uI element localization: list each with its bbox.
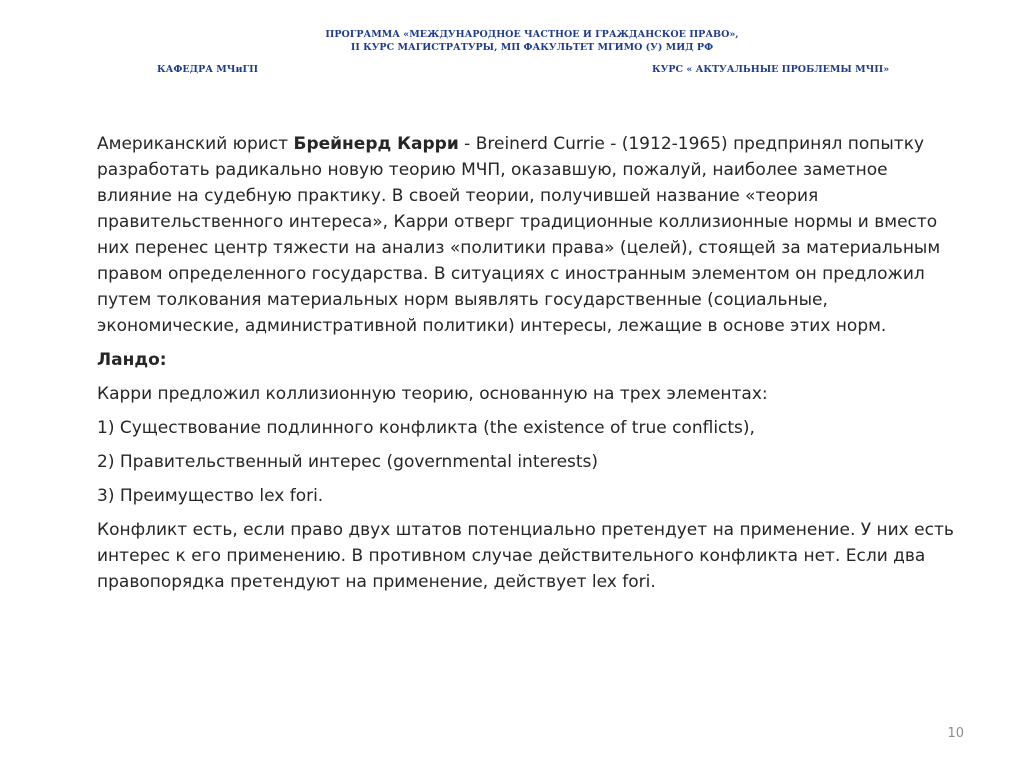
intro-text-start: Американский юрист bbox=[97, 134, 294, 154]
course-label: КУРС « АКТУАЛЬНЫЕ ПРОБЛЕМЫ МЧП» bbox=[652, 64, 890, 75]
list-item: 1) Существование подлинного конфликта (the existence of true conflicts), bbox=[97, 418, 755, 438]
program-title-line-2: II КУРС МАГИСТРАТУРЫ, МП ФАКУЛЬТЕТ МГИМО (У) МИД РФ bbox=[350, 42, 714, 53]
intro-paragraph bbox=[97, 131, 957, 339]
author-name: Брейнерд Карри bbox=[293, 134, 459, 154]
intro-text-rest: - Breinerd Currie - (1912-1965) предпринял попытку разработать радикально новую теорию МЧП, оказавшую, пожалуй, наиболее заметное влияние на судебную практику. В своей теории, получившей название «теория правительственного интереса», Карри отверг традиционные коллизионные нормы и вместо них перенес центр тяжести на анализ «политики права» (целей), стоящей за материальным правом определенного государства. В ситуациях с иностранным элементом он предложил путем толкования материальных норм выявлять государственные (социальные, экономические, административной политики) интересы, лежащие в основе этих норм. bbox=[97, 134, 941, 336]
list-item: 3) Преимущество lex fori. bbox=[97, 486, 324, 506]
page-number: 10 bbox=[947, 726, 964, 741]
conclusion-paragraph: Конфликт есть, если право двух штатов потенциально претендует на применение. У них есть интерес к его применению. В противном случае действительного конфликта нет. Если два правопорядка претендуют на применение, действует lex fori. bbox=[97, 520, 954, 592]
list-item: 2) Правительственный интерес (governmental interests) bbox=[97, 452, 599, 472]
lando-heading bbox=[97, 347, 957, 373]
slide-body bbox=[97, 131, 957, 603]
lando-heading-text: Ландо: bbox=[97, 350, 167, 370]
theory-lead: Карри предложил коллизионную теорию, основанную на трех элементах: bbox=[97, 384, 768, 404]
program-title-line-1: ПРОГРАММА «МЕЖДУНАРОДНОЕ ЧАСТНОЕ И ГРАЖДАНСКОЕ ПРАВО», bbox=[325, 29, 739, 40]
department-label: КАФЕДРА МЧиГП bbox=[157, 64, 259, 75]
